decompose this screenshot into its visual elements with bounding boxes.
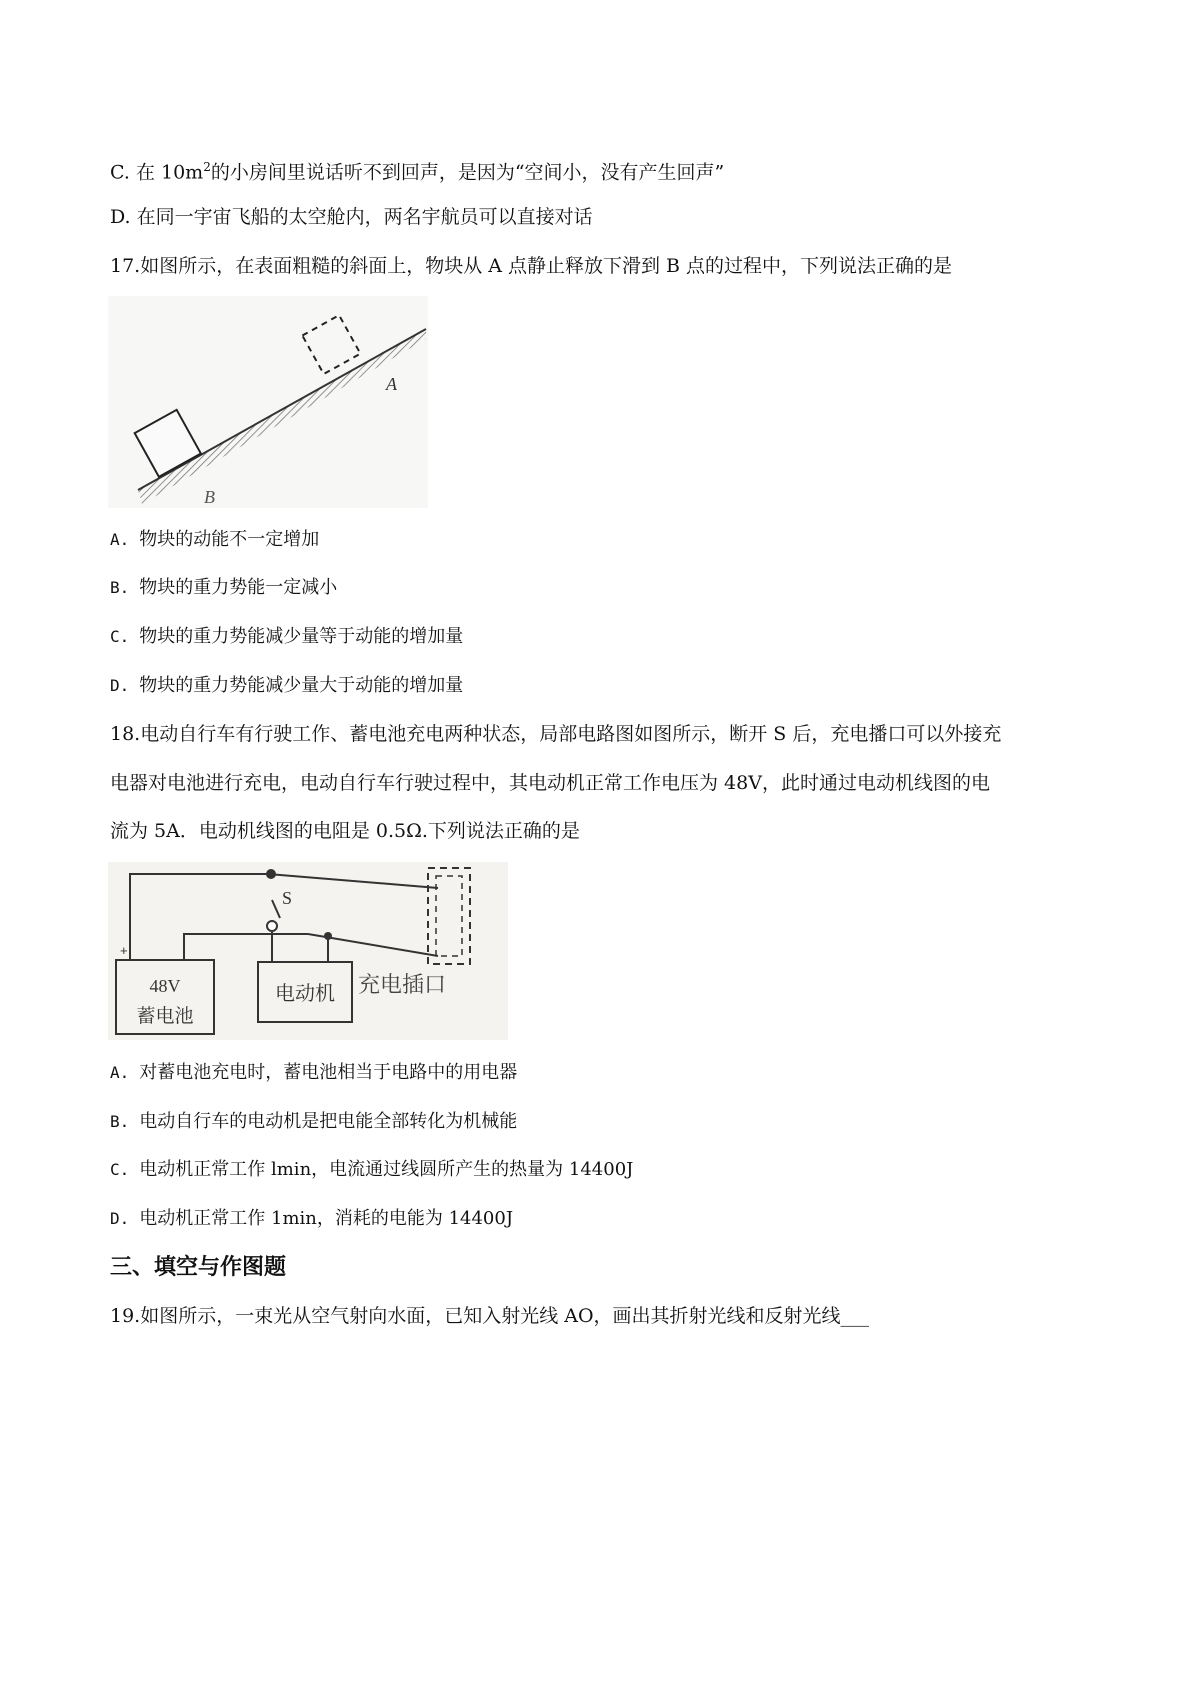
motor-label: 电动机: [275, 981, 335, 1005]
q17-option-b-text: 物块的重力势能一定减小: [139, 577, 338, 598]
q17-option-c-text: 物块的重力势能减少量等于动能的增加量: [139, 626, 464, 647]
junction-dot: [324, 932, 332, 940]
q17-option-c-key: C.: [110, 627, 130, 646]
label-b: B: [204, 487, 215, 507]
q18-option-b: [110, 1109, 517, 1135]
q17-option-b: [110, 575, 337, 601]
switch-label: S: [282, 888, 293, 908]
battery-plus: +: [120, 943, 128, 958]
label-a: A: [386, 374, 397, 394]
q17-option-c: [110, 624, 463, 650]
q16-option-c-text-2: 的小房间里说话听不到回声，是因为“空间小，没有产生回声”: [210, 161, 725, 184]
q17-incline-figure: [108, 296, 428, 508]
q17-option-b-key: B.: [110, 578, 130, 597]
battery-label: 蓄电池: [136, 1005, 194, 1027]
q16-option-c: [110, 154, 724, 185]
q18-stem-line-3: 流为 5A．电动机线图的电阻是 0.5Ω.下列说法正确的是: [110, 820, 580, 842]
battery-voltage: 48V: [149, 976, 181, 996]
q17-stem: 17.如图所示，在表面粗糙的斜面上，物块从 A 点静止释放下滑到 B 点的过程中，下列说法正确的是: [110, 255, 953, 277]
q17-option-d-key: D.: [110, 676, 130, 695]
socket-label: 充电插口: [358, 973, 447, 998]
q16-option-c-superscript: 2: [203, 160, 211, 174]
q17-option-d: [110, 673, 463, 699]
section-3-title: 三、填空与作图题: [110, 1255, 287, 1280]
q18-circuit-figure: [108, 862, 508, 1040]
q16-option-c-text-1: C. 在 10m: [110, 161, 204, 184]
q18-option-b-key: B.: [110, 1112, 130, 1131]
q18-option-d-key: D.: [110, 1209, 130, 1228]
q17-option-d-text: 物块的重力势能减少量大于动能的增加量: [139, 675, 464, 696]
q18-option-c: [110, 1157, 633, 1183]
q18-option-c-text: 电动机正常工作 lmin，电流通过线圆所产生的热量为 14400J: [139, 1159, 634, 1180]
switch-top-terminal: [266, 869, 276, 879]
q18-option-a-text: 对蓄电池充电时，蓄电池相当于电路中的用电器: [139, 1062, 518, 1083]
q17-option-a: [110, 527, 319, 553]
q18-stem-line-2: 电器对电池进行充电，电动自行车行驶过程中，其电动机正常工作电压为 48V，此时通过电动机线图的电: [110, 772, 990, 794]
q18-option-a-key: A.: [110, 1063, 130, 1082]
q18-option-d-text: 电动机正常工作 1min，消耗的电能为 14400J: [139, 1208, 514, 1229]
q18-stem-line-1: 18.电动自行车有行驶工作、蓄电池充电两种状态，局部电路图如图所示，断开 S 后，充电播口可以外接充: [110, 723, 1002, 745]
q17-option-a-key: A.: [110, 530, 130, 549]
q18-option-d: [110, 1206, 513, 1232]
q16-option-d: D. 在同一宇宙飞船的太空舱内，两名宇航员可以直接对话: [110, 206, 593, 228]
q18-option-b-text: 电动自行车的电动机是把电能全部转化为机械能: [139, 1111, 518, 1132]
q18-option-a: [110, 1060, 517, 1086]
q18-option-c-key: C.: [110, 1160, 130, 1179]
switch-bottom-terminal: [267, 921, 277, 931]
q17-option-a-text: 物块的动能不一定增加: [139, 529, 320, 550]
q19-stem: 19.如图所示，一束光从空气射向水面，已知入射光线 AO，画出其折射光线和反射光线___: [110, 1305, 870, 1327]
